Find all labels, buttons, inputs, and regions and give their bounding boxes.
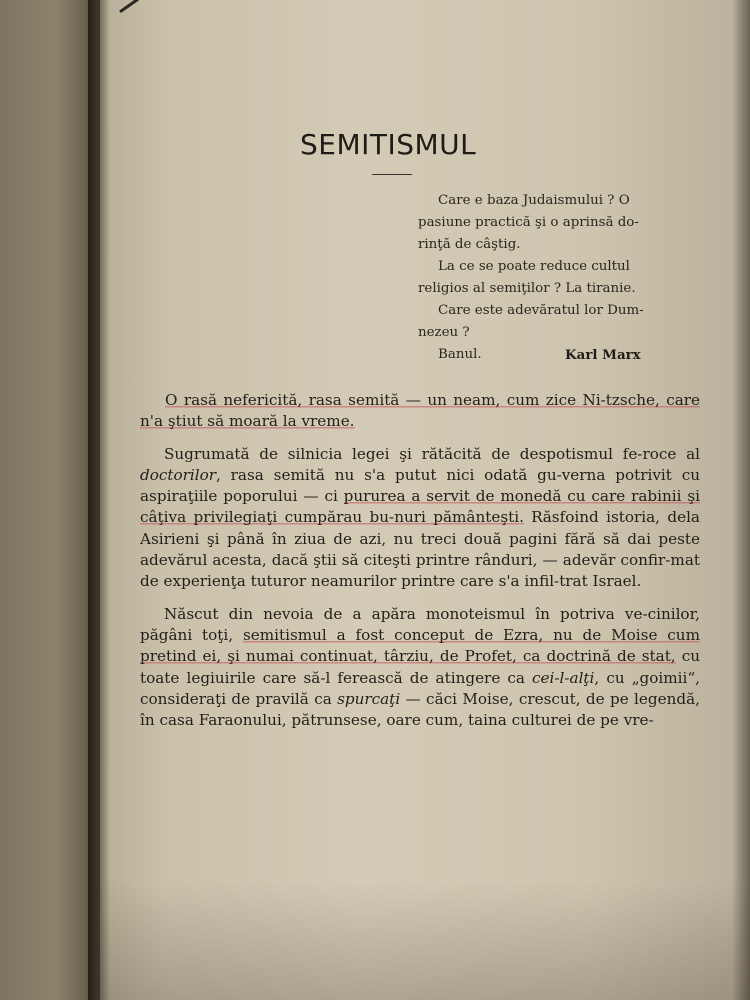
italic-text: cei-l-alţi	[532, 668, 595, 687]
page-edge-shadow	[732, 0, 750, 1000]
epigraph-line: rinţă de câştig.	[418, 237, 521, 252]
paragraph	[140, 390, 700, 433]
epigraph-line: Care este adevăratul lor Dum-	[438, 303, 644, 318]
italic-text: doctorilor	[140, 465, 216, 484]
body-text	[140, 390, 700, 742]
text-run: cu toate legiuirile care să-l ferească de atingere ca	[140, 647, 700, 687]
italic-text: spurcaţi	[337, 689, 401, 708]
book-gutter	[88, 0, 110, 1000]
text-run: Născut din nevoia de a apăra monoteismul în potriva ve-cinilor, păgâni toţi,	[140, 604, 700, 644]
epigraph-last-row	[418, 344, 693, 366]
text-run: — căci Moise, crescut, de pe legendă, în casa Faraonului, pătrunsese, oare cum, taina culturei de pe vre-	[140, 689, 700, 730]
epigraph-line: religios al semiţilor ? La tiranie.	[418, 281, 636, 296]
page-bottom-shadow	[100, 880, 750, 1000]
epigraph	[418, 190, 693, 366]
underlined-text: semitismul a fost conceput de Ezra, nu de Moise cum pretind ei, şi numai continuat, târziu, de Profet, ca doctrină de stat,	[140, 625, 700, 666]
epigraph-author: Karl Marx	[565, 347, 641, 363]
underlined-text: pururea a servit de monedă cu care rabinii şi câţiva privilegiaţi cumpărau bu-nuri pământeşti.	[140, 487, 700, 527]
epigraph-line: pasiune practică şi o aprinsă do-	[418, 215, 639, 230]
text-run: , cu „goimii“, consideraţi de pravilă ca	[140, 668, 700, 708]
text-run: , rasa semită nu s'a putut nici odată gu-verna potrivit cu aspiraţiile poporului — ci	[140, 465, 700, 506]
text-run: Sugrumată de silnicia legei şi rătăcită de despotismul fe-roce al	[164, 444, 700, 463]
title-divider	[372, 174, 412, 175]
page-title: SEMITISMUL	[300, 128, 477, 161]
epigraph-line: La ce se poate reduce cultul	[438, 259, 630, 274]
paragraph	[140, 444, 700, 593]
text-run: Răsfoind istoria, dela Asirieni şi până în ziua de azi, nu treci două pagini fără să dai peste adevărul acesta, dacă ştii să citeşti printre rânduri, — adevăr confir-mat de experienţa tuturor neamurilor printre care s'a infil-trat Israel.	[140, 508, 700, 591]
epigraph-line: Banul.	[438, 347, 482, 362]
underlined-text: O rasă nefericită, rasa semită — un neam, cum zice Ni-tzsche, care n'a ştiut să moară la vreme.	[140, 391, 700, 431]
paragraph	[140, 604, 700, 732]
left-page	[0, 0, 100, 1000]
epigraph-line: nezeu ?	[418, 325, 470, 340]
epigraph-line: Care e baza Judaismului ? O	[438, 193, 630, 208]
